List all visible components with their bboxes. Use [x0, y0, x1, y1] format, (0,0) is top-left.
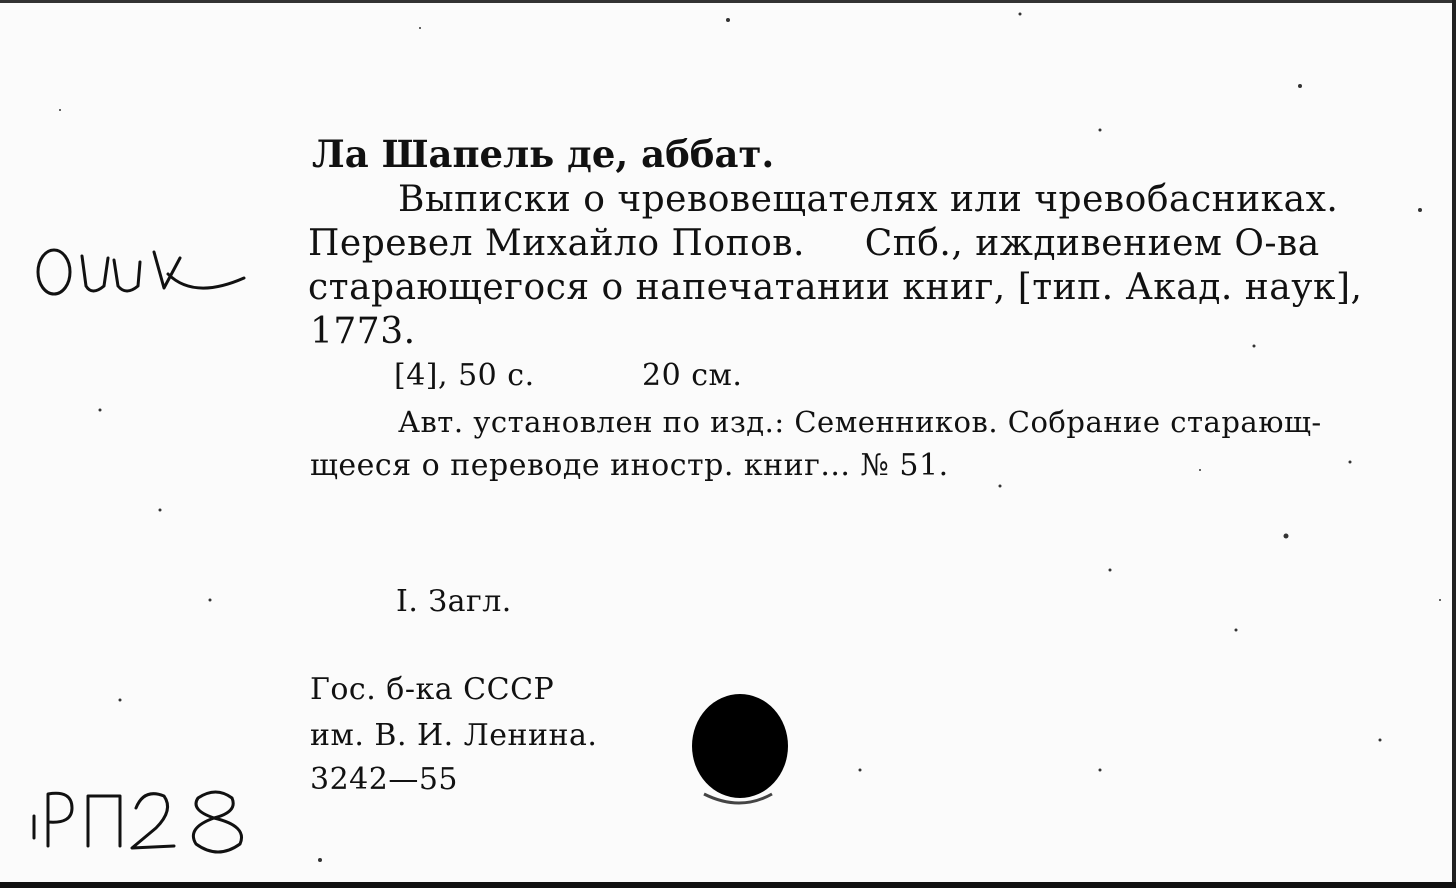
title-line-3: старающегося о напечатании книг, [тип. Акад. наук], — [308, 267, 1363, 308]
pages-info: [4], 50 с. — [394, 358, 535, 393]
note-line-2: щееся о переводе иностр. книг... № 51. — [310, 448, 949, 483]
card-heading: Ла Шапель де, аббат. — [312, 132, 775, 176]
title-line-4: 1773. — [310, 311, 416, 352]
size-info: 20 см. — [642, 358, 743, 393]
title-line-2: Перевел Михайло Попов. Спб., иждивением О-ва — [308, 223, 1320, 264]
library-line-1: Гос. б-ка СССР — [310, 672, 555, 707]
card-bottom-edge — [0, 882, 1456, 888]
library-line-3: 3242—55 — [310, 762, 459, 797]
note-line-1: Авт. установлен по изд.: Семенников. Собрание старающ- — [398, 405, 1322, 439]
title-line-1: Выписки о чревовещателях или чревобасниках. — [398, 179, 1339, 220]
library-line-2: им. В. И. Ленина. — [310, 718, 598, 753]
subject-heading: I. Загл. — [396, 584, 512, 619]
